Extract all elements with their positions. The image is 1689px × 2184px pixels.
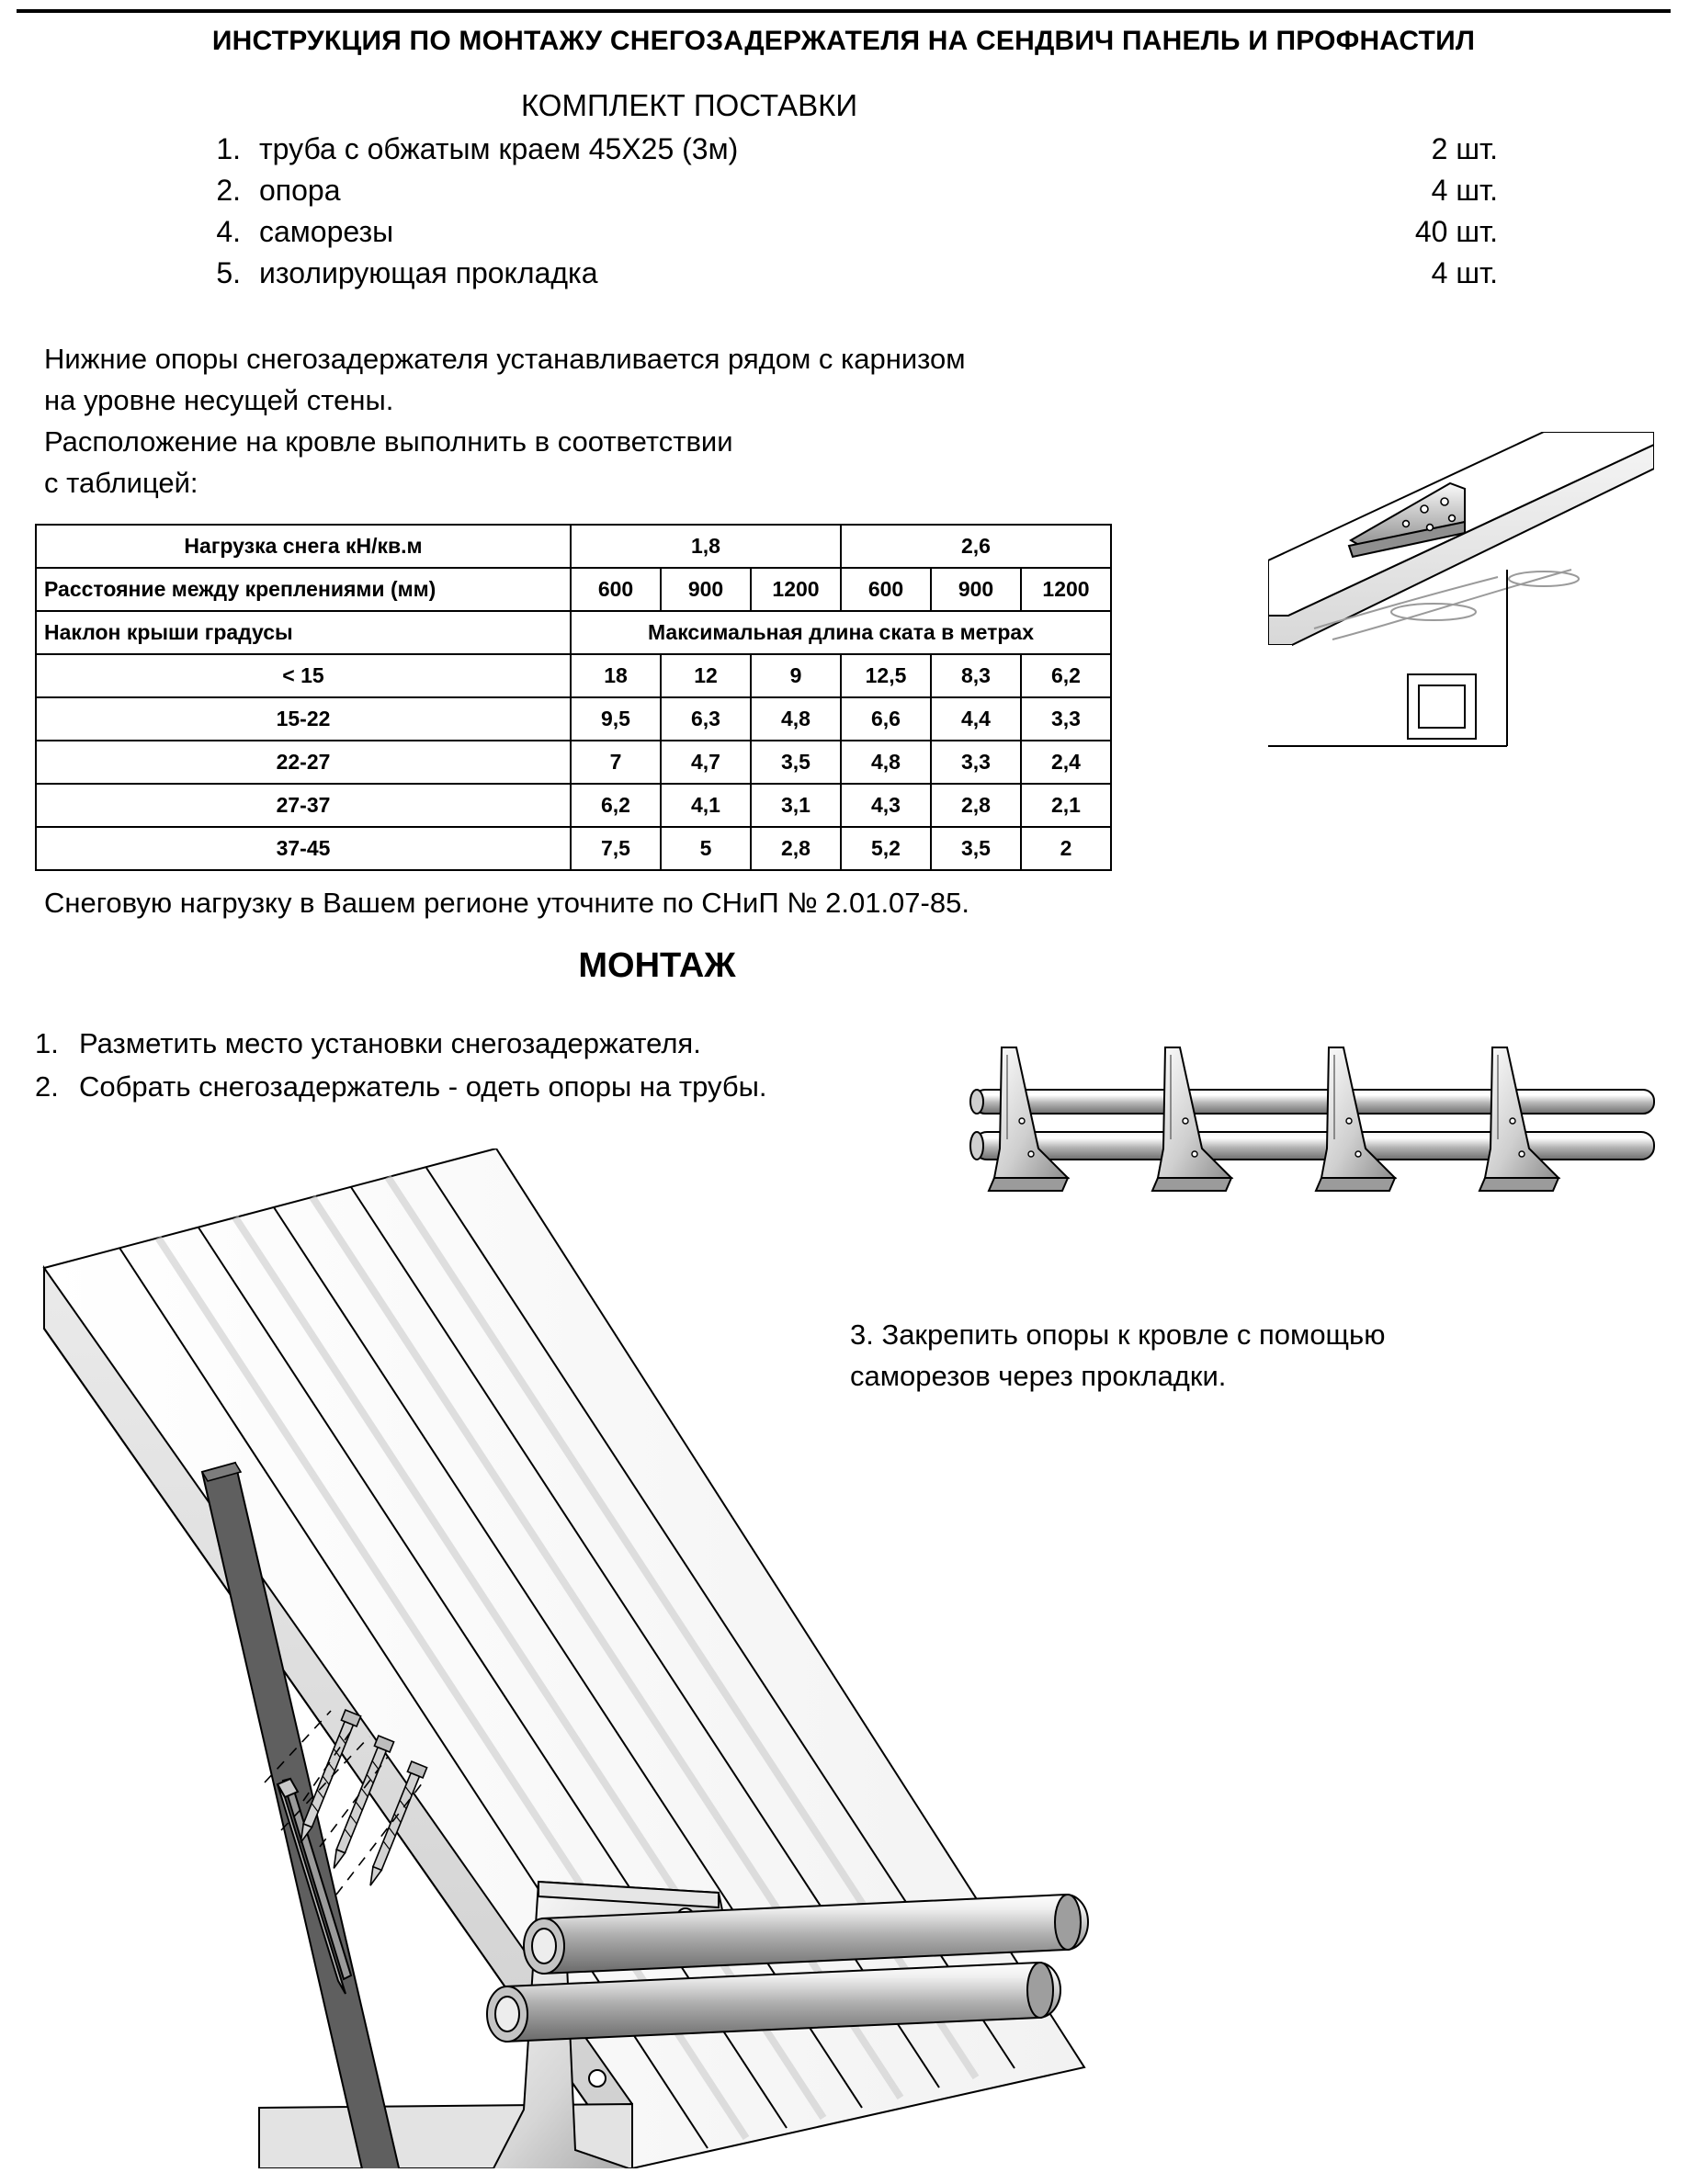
cell-value: 2 [1021,827,1111,870]
montazh-steps [35,1022,981,1108]
spacing-value: 1200 [751,568,841,611]
step-text: Собрать снегозадержатель - одеть опоры на трубы. [79,1070,767,1103]
cell-value: 18 [571,654,661,697]
list-item [184,256,1498,290]
angle-value: 27-37 [36,784,571,827]
kit-item-qty: 40 шт. [1414,215,1498,248]
cell-value: 3,3 [931,741,1021,784]
snip-note: Снеговую нагрузку в Вашем регионе уточните по СНиП № 2.01.07-85. [44,887,969,919]
table-row [36,784,1111,827]
intro-line-1: Нижние опоры снегозадержателя устанавливается рядом с карнизом [44,343,966,375]
table-row [36,611,1111,654]
step-number: 1. [35,1027,59,1059]
list-item [184,174,1498,208]
kit-item-qty: 4 шт. [1431,174,1498,207]
page-title: ИНСТРУКЦИЯ ПО МОНТАЖУ СНЕГОЗАДЕРЖАТЕЛЯ НА СЕНДВИЧ ПАНЕЛЬ И ПРОФНАСТИЛ [211,26,1476,56]
cell-value: 6,2 [1021,654,1111,697]
table-row [36,741,1111,784]
kit-item-name: опора [259,174,341,207]
cell-value: 6,6 [841,697,931,741]
angle-value: < 15 [36,654,571,697]
kit-list [184,132,1498,298]
table-row [36,568,1111,611]
snow-load-table-wrapper [35,524,1112,871]
main-mounting-illustration [28,1149,1213,2168]
header-rule [17,9,1671,13]
kit-item-name: труба с обжатым краем 45Х25 (3м) [259,132,739,165]
cell-value: 9 [751,654,841,697]
cell-value: 8,3 [931,654,1021,697]
spacing-value: 900 [931,568,1021,611]
angle-value: 15-22 [36,697,571,741]
table-row [36,654,1111,697]
eave-detail-illustration [1268,432,1654,827]
list-item [35,1065,981,1108]
intro-paragraph [44,338,1239,504]
table-row [36,697,1111,741]
spacing-value: 600 [571,568,661,611]
load-value-2: 2,6 [841,525,1111,568]
step-number: 2. [35,1070,59,1103]
load-value-1: 1,8 [571,525,841,568]
cell-value: 12,5 [841,654,931,697]
intro-line-3: Расположение на кровле выполнить в соответствии [44,425,733,458]
cell-value: 4,8 [751,697,841,741]
cell-value: 12 [661,654,751,697]
cell-value: 4,4 [931,697,1021,741]
kit-item-number: 4. [216,215,241,248]
cell-value: 6,3 [661,697,751,741]
cell-value: 2,1 [1021,784,1111,827]
kit-item-qty: 2 шт. [1431,132,1498,165]
step-text: Разметить место установки снегозадержателя. [79,1027,701,1059]
cell-value: 2,4 [1021,741,1111,784]
cell-value: 5 [661,827,751,870]
kit-item-number: 1. [216,132,241,165]
cell-value: 3,5 [751,741,841,784]
cell-value: 9,5 [571,697,661,741]
cell-value: 7,5 [571,827,661,870]
spacing-value: 600 [841,568,931,611]
cell-value: 4,1 [661,784,751,827]
snow-load-table [35,524,1112,871]
row-label-spacing: Расстояние между креплениями (мм) [36,568,571,611]
cell-value: 5,2 [841,827,931,870]
cell-value: 4,7 [661,741,751,784]
cell-value: 2,8 [751,827,841,870]
kit-item-name: изолирующая прокладка [259,256,598,289]
row-label-slope: Наклон крыши градусы [36,611,571,654]
list-item [184,132,1498,166]
list-item [35,1022,981,1065]
cell-value: 4,8 [841,741,931,784]
kit-item-name: саморезы [259,215,394,248]
intro-line-2: на уровне несущей стены. [44,384,394,416]
row-label-load: Нагрузка снега кН/кв.м [36,525,571,568]
kit-heading: КОМПЛЕКТ ПОСТАВКИ [520,88,858,122]
list-item [184,215,1498,249]
kit-item-qty: 4 шт. [1431,256,1498,289]
kit-item-number: 5. [216,256,241,289]
cell-value: 7 [571,741,661,784]
spacing-value: 1200 [1021,568,1111,611]
angle-value: 22-27 [36,741,571,784]
table-row [36,827,1111,870]
angle-value: 37-45 [36,827,571,870]
step3-line-1: 3. Закрепить опоры к кровле с помощью [850,1318,1386,1351]
montazh-heading: МОНТАЖ [578,946,736,985]
cell-value: 2,8 [931,784,1021,827]
step3-line-2: саморезов через прокладки. [850,1360,1227,1392]
slope-header: Максимальная длина ската в метрах [571,611,1111,654]
cell-value: 6,2 [571,784,661,827]
cell-value: 3,5 [931,827,1021,870]
cell-value: 3,1 [751,784,841,827]
kit-item-number: 2. [216,174,241,207]
cell-value: 4,3 [841,784,931,827]
intro-line-4: с таблицей: [44,467,198,499]
spacing-value: 900 [661,568,751,611]
table-row [36,525,1111,568]
cell-value: 3,3 [1021,697,1111,741]
